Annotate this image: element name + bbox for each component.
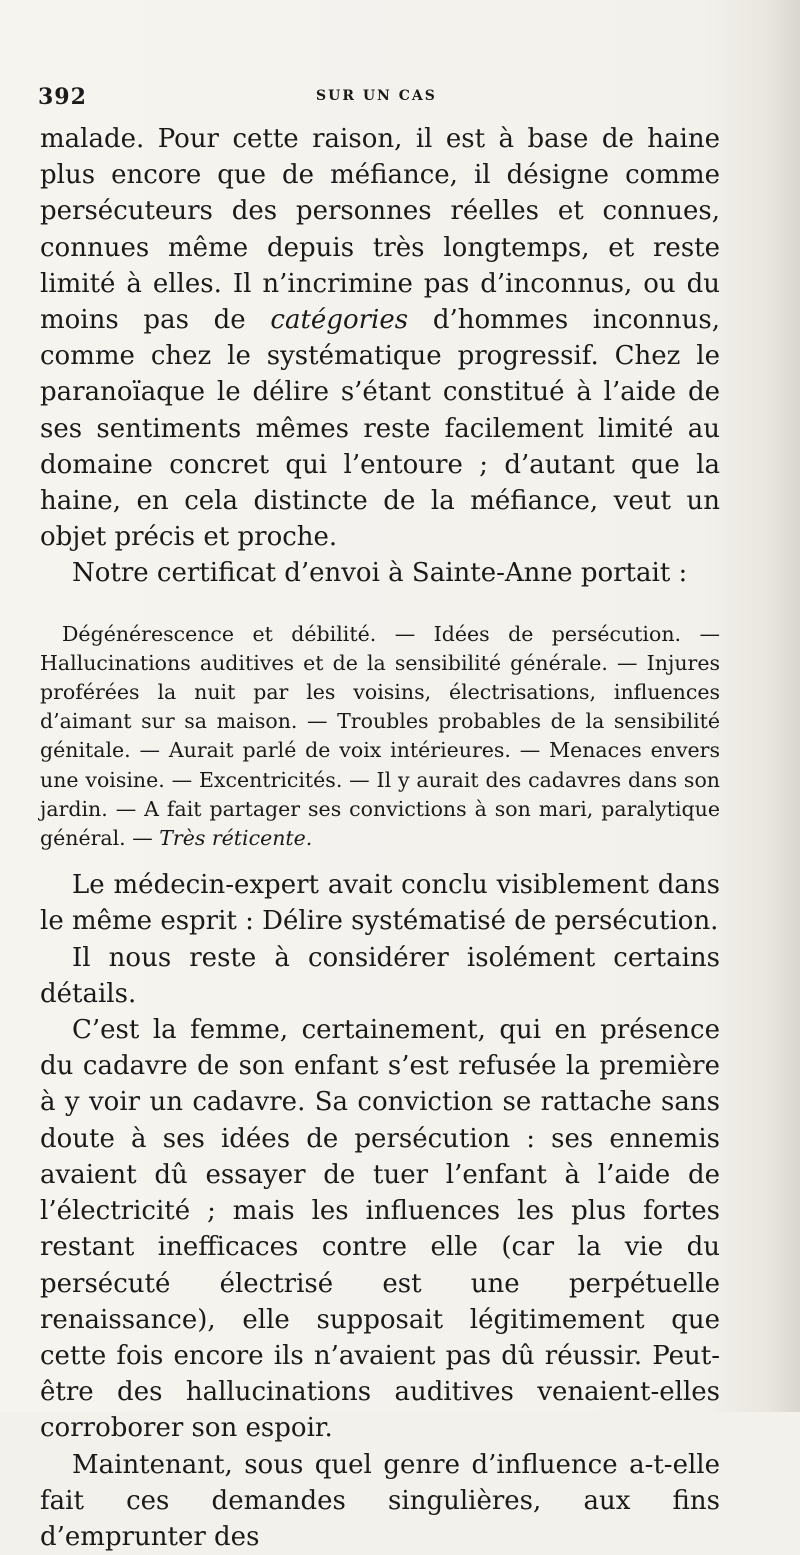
body-text bbox=[40, 121, 720, 1555]
paragraph-1-text: malade. Pour cette raison, il est à base de haine plus encore que de méfiance, il désigne comme persécuteurs des personnes réelles et connues, connues même depuis très longtemps, et reste limité à elles. Il n’incrimine pas d’inconnus, ou du moins pas de bbox=[40, 124, 720, 336]
quote-italic: Très réticente. bbox=[159, 826, 313, 851]
paragraph-1 bbox=[40, 121, 720, 555]
paragraph-6: Maintenant, sous quel genre d’influence a-t-elle fait ces demandes singulières, aux fins d’emprunter des bbox=[40, 1449, 720, 1552]
quote-text: Dégénérescence et débilité. — Idées de persécution. — Hallucinations auditives et de la sensibilité générale. — Injures proférées la nuit par les voisins, électrisations, influences d’aimant sur sa maison. — Troubles probables de la sensibilité génitale. — Aurait parlé de voix intérieures. — Menaces envers une voisine. — Excentricités. — Il y aurait des cadavres dans son jardin. — A fait partager ses convictions à son mari, paralytique général. — bbox=[40, 621, 720, 851]
paragraph-5: C’est la femme, certainement, qui en présence du cadavre de son enfant s’est refusée la première à y voir un cadavre. Sa conviction se rattache sans doute à ses idées de persécution : ses ennemis avaient dû essayer de tuer l’enfant à l’aide de l’électricité ; mais les influences les plus fortes restant inefficaces contre elle (car la vie du persécuté électrisé est une perpétuelle renaissance), elle supposait légitimement que cette fois encore ils n’avaient pas dû réussir. Peut-être des hallucinations auditives venaient-elles corroborer son espoir. bbox=[40, 1015, 720, 1444]
page-number: 392 bbox=[38, 84, 87, 110]
certificate-quote bbox=[40, 620, 720, 854]
page-header bbox=[38, 84, 498, 114]
paragraph-2: Notre certificat d’envoi à Sainte-Anne portait : bbox=[72, 558, 688, 589]
italic-categories: catégories bbox=[270, 305, 409, 336]
running-title: SUR UN CAS bbox=[316, 88, 437, 104]
paragraph-4: Il nous reste à considérer isolément certains détails. bbox=[40, 942, 720, 1009]
paragraph-3: Le médecin-expert avait conclu visiblement dans le même esprit : Délire systématisé de persécution. bbox=[40, 870, 720, 937]
paragraph-1-end: d’hommes inconnus, comme chez le systématique progressif. Chez le paranoïaque le délire s’étant constitué à l’aide de ses sentiments mêmes reste facilement limité au domaine concret qui l’entoure ; d’autant que la haine, en cela distincte de la méfiance, veut un objet précis et proche. bbox=[40, 305, 721, 553]
